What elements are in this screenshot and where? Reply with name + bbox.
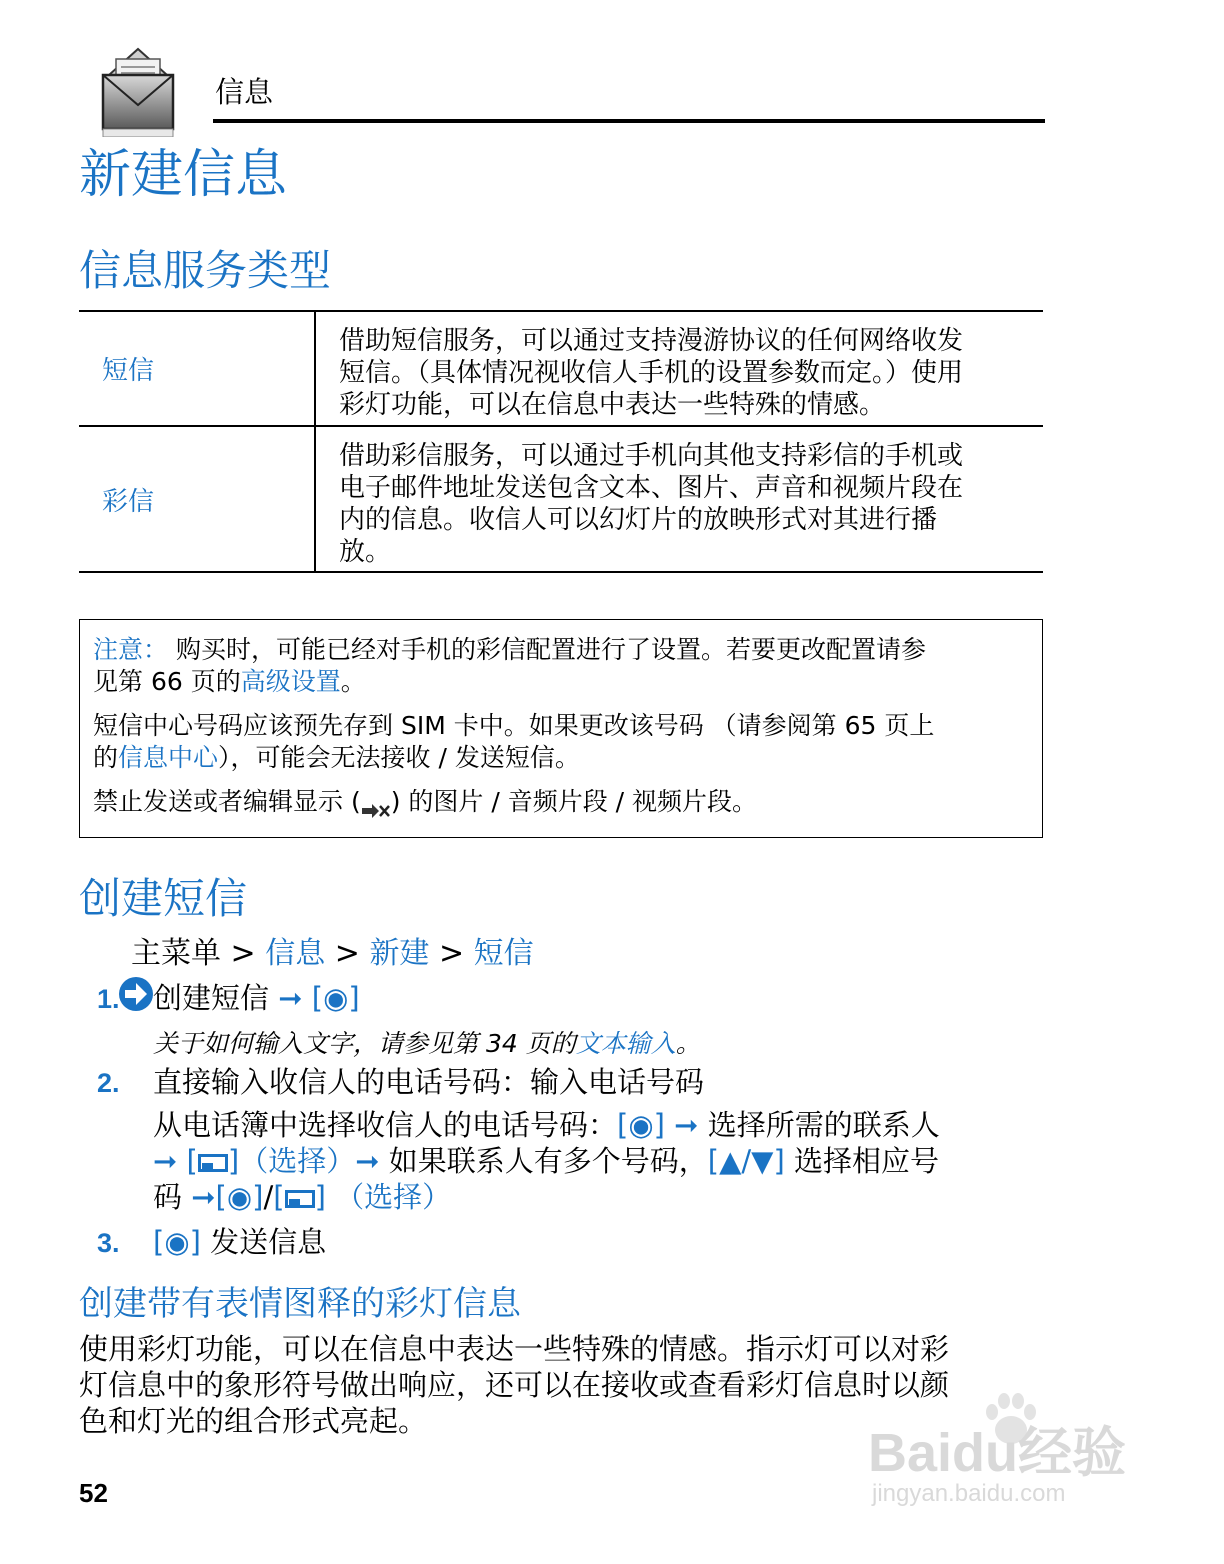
step-text: 选择相应号 xyxy=(784,1144,939,1178)
section-heading-flash-message: 创建带有表情图释的彩灯信息 xyxy=(79,1284,521,1324)
desc-line: 电子邮件地址发送包含文本、图片、声音和视频片段在 xyxy=(339,473,964,503)
step-number: 2. xyxy=(97,1068,120,1098)
no-forward-icon xyxy=(361,795,391,811)
step-text: 发送信息 xyxy=(200,1225,327,1259)
step-text: / xyxy=(263,1180,274,1214)
left-softkey-icon xyxy=(198,1144,228,1162)
step-line xyxy=(153,1179,940,1215)
page-number: 52 xyxy=(79,1478,108,1508)
paragraph-line: 灯信息中的象形符号做出响应，还可以在接收或查看彩灯信息时以颜 xyxy=(79,1368,950,1402)
note-box xyxy=(79,619,1043,838)
page-title: 新建信息 xyxy=(79,145,288,205)
link-text-input[interactable]: 文本输入 xyxy=(575,1029,676,1058)
step-text: 创建短信 xyxy=(153,981,279,1015)
step-text: 从电话簿中选择收信人的电话号码： xyxy=(153,1108,618,1142)
table-row xyxy=(79,425,1043,571)
desc-line: 借助短信服务，可以通过支持漫游协议的任何网络收发 xyxy=(339,326,964,356)
step-number: 1. xyxy=(97,984,120,1014)
select-label: （选择） xyxy=(239,1144,356,1178)
link-message-center[interactable]: 信息中心 xyxy=(118,743,219,772)
step-2-text xyxy=(153,1064,940,1215)
chapter-rule xyxy=(213,119,1045,123)
step-1-hint xyxy=(153,1024,701,1060)
paragraph-line: 色和灯光的组合形式亮起。 xyxy=(79,1404,428,1438)
table-row xyxy=(79,312,1043,425)
center-key: [◉] xyxy=(617,1108,665,1142)
note-text: ），可能会无法接收 / 发送短信。 xyxy=(218,743,580,772)
step-text: 如果联系人有多个号码， xyxy=(388,1144,708,1178)
desc-line: 彩灯功能，可以在信息中表达一些特殊的情感。 xyxy=(339,390,886,420)
arrow-icon: ➞ xyxy=(153,1144,187,1178)
softkey-bracket: [ xyxy=(186,1144,198,1178)
arrow-icon: ➞ xyxy=(355,1144,389,1178)
breadcrumb-item-new: 新建 xyxy=(369,936,430,971)
note-paragraph xyxy=(93,710,1028,774)
center-key: [◉] xyxy=(215,1180,264,1214)
note-text: ) 的图片 / 音频片段 / 视频片段。 xyxy=(390,787,758,816)
softkey-bracket: [ xyxy=(273,1180,285,1214)
breadcrumb-separator: > xyxy=(429,936,474,971)
breadcrumb-item-sms: 短信 xyxy=(473,936,534,971)
arrow-icon: ➞ xyxy=(664,1108,708,1142)
watermark-text: Baidu经验 xyxy=(868,1423,1127,1483)
desc-line: 放。 xyxy=(339,537,392,567)
breadcrumb-separator: > xyxy=(221,936,266,971)
breadcrumb xyxy=(79,934,534,974)
softkey-bracket: ] xyxy=(227,1144,240,1178)
breadcrumb-item-messages: 信息 xyxy=(265,936,326,971)
desc-line: 内的信息。收信人可以幻灯片的放映形式对其进行播 xyxy=(339,505,938,535)
step-1-text xyxy=(153,980,360,1016)
paragraph-line: 使用彩灯功能，可以在信息中表达一些特殊的情感。指示灯可以对彩 xyxy=(79,1332,950,1366)
desc-line: 短信。（具体情况视收信人手机的设置参数而定。）使用 xyxy=(339,358,964,388)
select-label: （选择） xyxy=(325,1180,452,1214)
link-advanced-settings[interactable]: 高级设置 xyxy=(240,667,341,696)
section-heading-create-sms: 创建短信 xyxy=(79,874,248,923)
service-table xyxy=(79,310,1043,573)
breadcrumb-separator: > xyxy=(325,936,370,971)
arrow-icon: ➞ xyxy=(278,981,303,1015)
left-softkey-icon xyxy=(285,1180,315,1198)
chapter-title: 信息 xyxy=(215,75,274,109)
center-key: [◉] xyxy=(153,1225,201,1259)
note-text: 短信中心号码应该预先存到 SIM 卡中。如果更改该号码 （请参阅第 65 页上 xyxy=(93,711,935,740)
desc-line: 借助彩信服务，可以通过手机向其他支持彩信的手机或 xyxy=(339,441,964,471)
center-key: [◉] xyxy=(311,981,360,1015)
hint-text: 。 xyxy=(675,1029,701,1058)
baidu-watermark xyxy=(862,1400,1162,1520)
step-line xyxy=(153,1107,940,1143)
note-paragraph xyxy=(93,786,1028,818)
arrow-right-circle-icon xyxy=(79,935,117,973)
envelope-icon xyxy=(99,45,177,137)
hint-text: 关于如何输入文字，请参见第 34 页的 xyxy=(153,1029,576,1058)
step-text: 码 xyxy=(153,1180,192,1214)
note-text: 禁止发送或者编辑显示 ( xyxy=(93,787,361,816)
service-description xyxy=(316,427,1043,571)
note-text: 的 xyxy=(93,743,119,772)
step-line: 直接输入收信人的电话号码：输入电话号码 xyxy=(153,1065,705,1099)
step-number: 3. xyxy=(97,1228,120,1258)
service-name: 彩信 xyxy=(79,427,316,571)
note-text: 见第 66 页的 xyxy=(93,667,241,696)
watermark-url: jingyan.baidu.com xyxy=(872,1480,1066,1507)
section-heading-service-types: 信息服务类型 xyxy=(79,246,332,295)
service-name: 短信 xyxy=(79,312,316,425)
note-paragraph xyxy=(93,634,1028,698)
note-text: 购买时，可能已经对手机的彩信配置进行了设置。若要更改配置请参 xyxy=(168,635,926,664)
service-description xyxy=(316,312,1043,425)
arrow-icon: ➞ xyxy=(191,1180,216,1214)
up-down-key: [▲/▼] xyxy=(707,1144,785,1178)
step-text: 选择所需的联系人 xyxy=(707,1108,940,1142)
softkey-bracket: ] xyxy=(314,1180,326,1214)
step-3-text xyxy=(153,1224,326,1260)
note-label: 注意： xyxy=(93,635,169,664)
step-line xyxy=(153,1143,940,1179)
breadcrumb-item-main-menu: 主菜单 xyxy=(131,936,221,971)
note-text: 。 xyxy=(340,667,366,696)
